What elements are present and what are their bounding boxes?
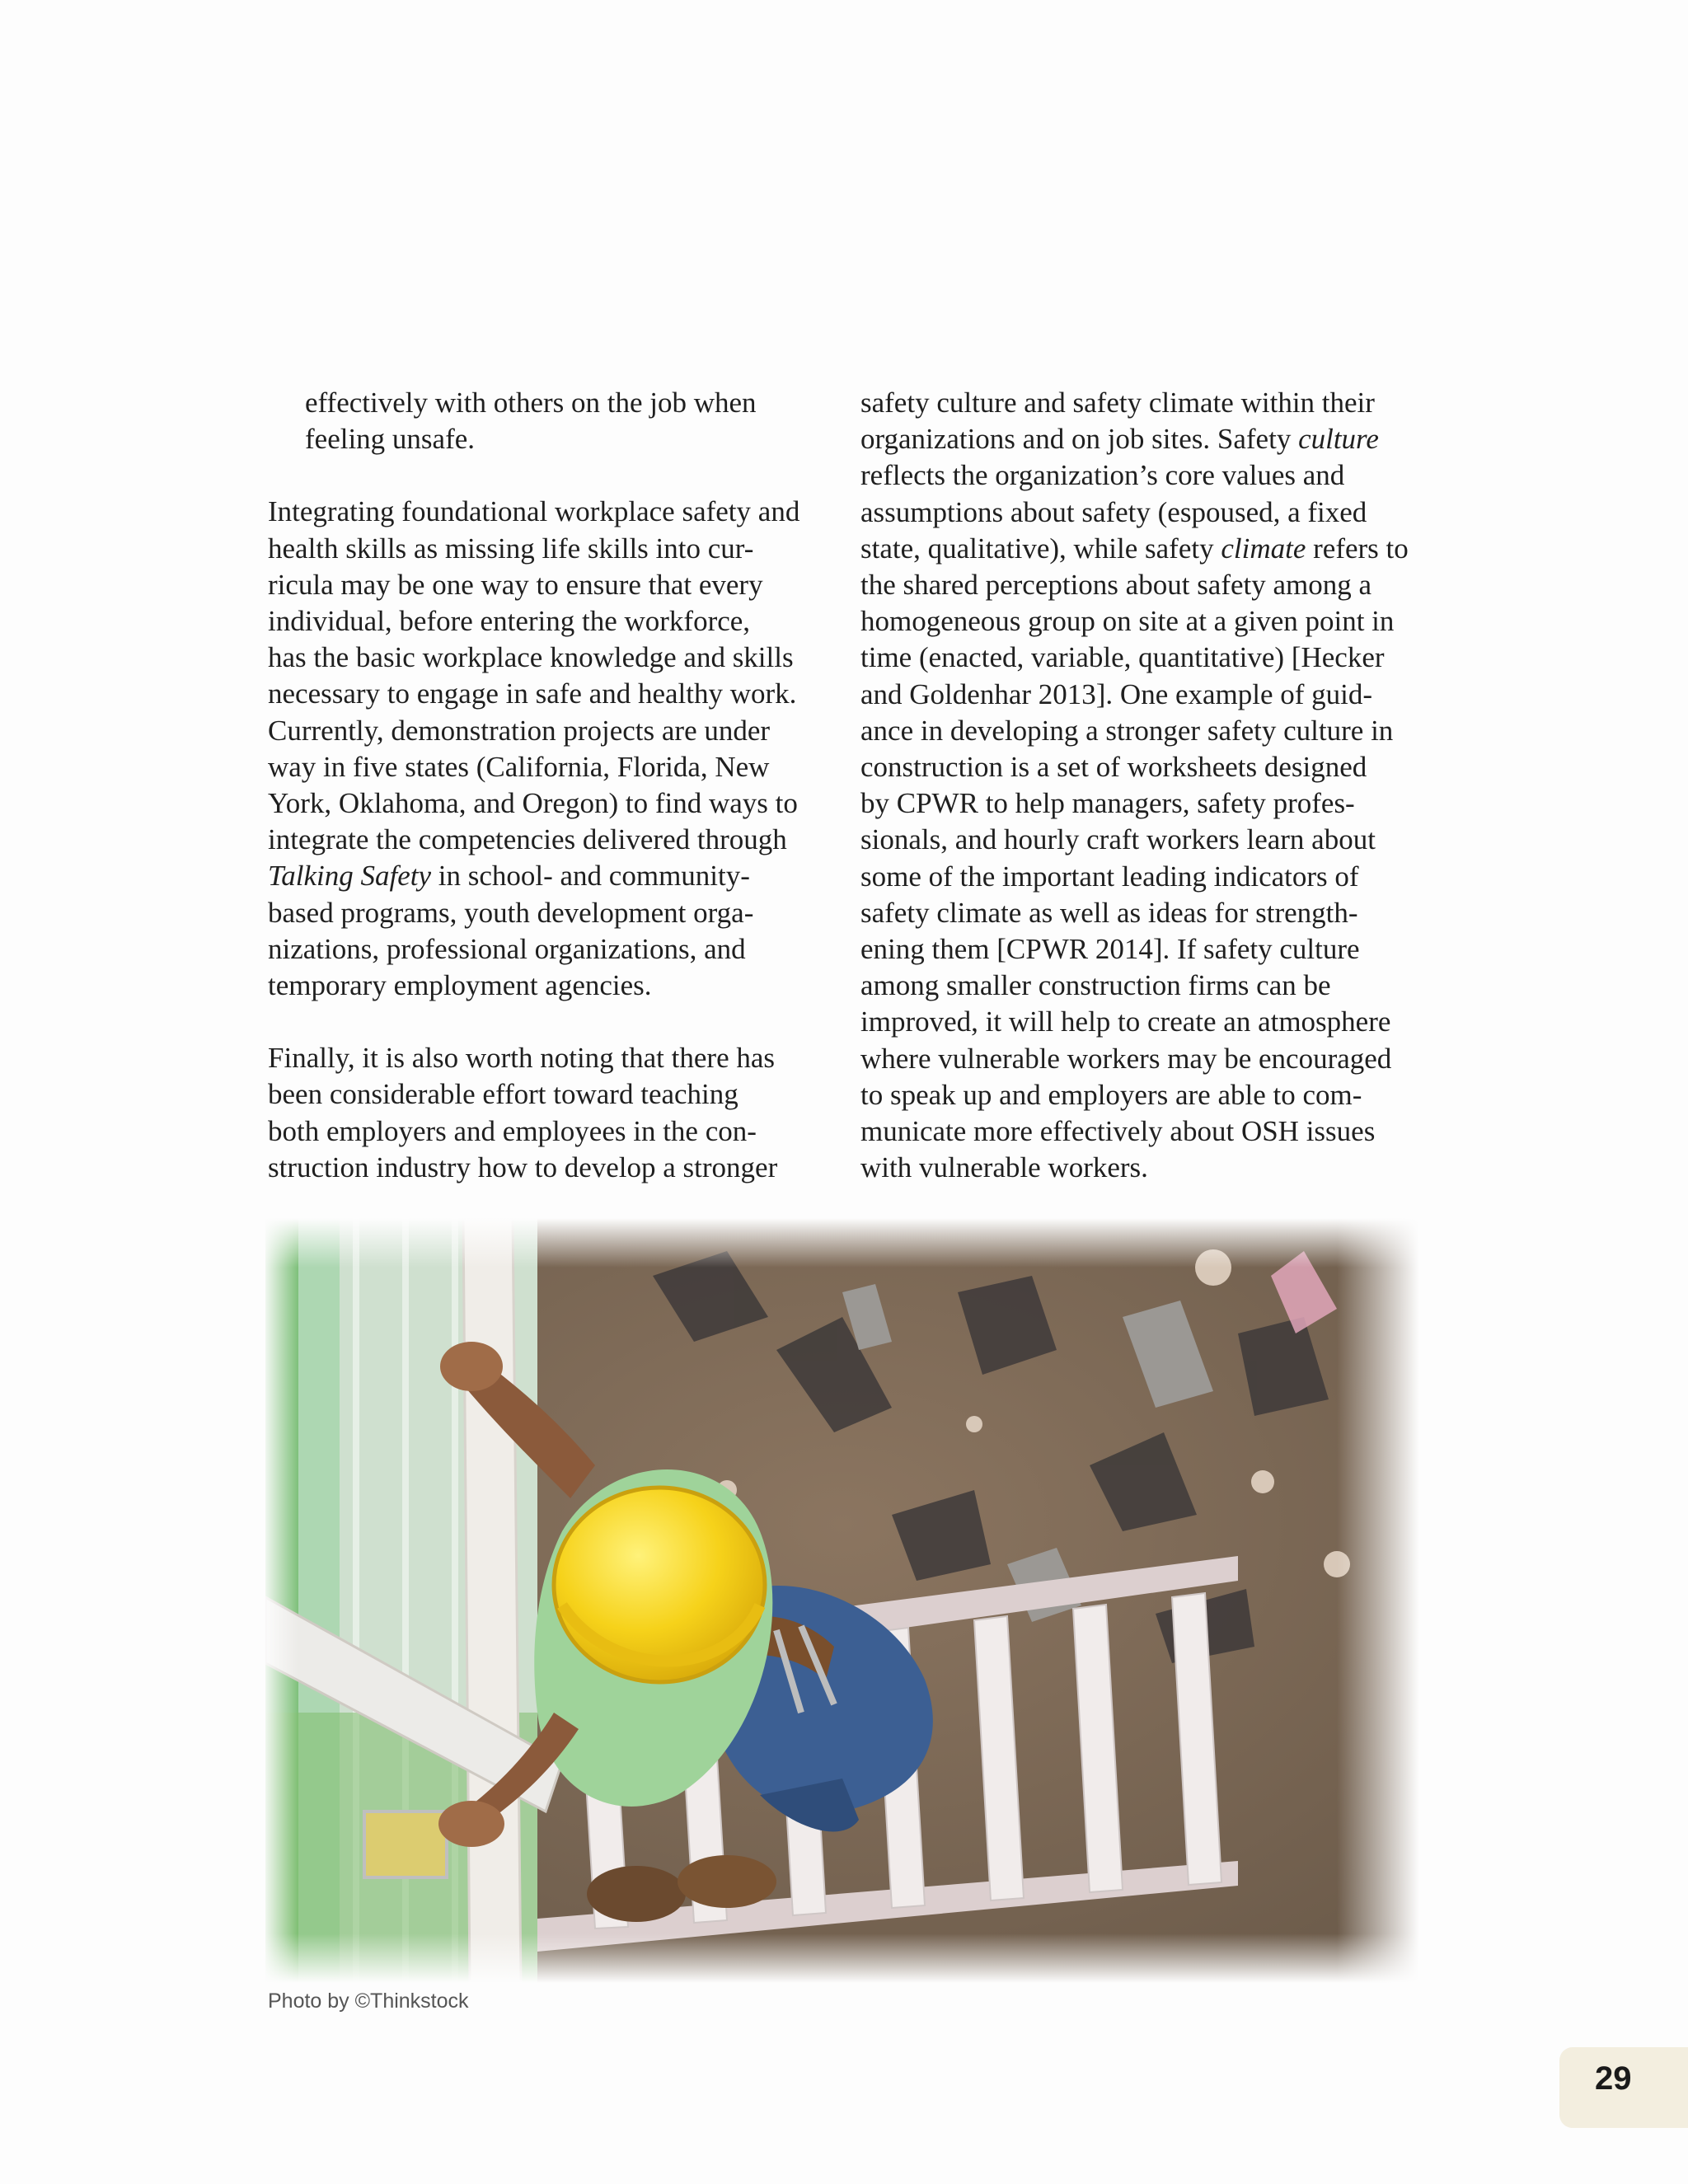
photo-credit: Photo by ©Thinkstock [268,1990,469,2013]
text-line: nizations, professional organizations, and [268,932,746,965]
text-line: to speak up and employers are able to com- [860,1078,1362,1111]
text-line: Currently, demonstration projects are under [268,714,771,747]
text-line: with vulnerable workers. [860,1151,1148,1184]
text-line: ening them [CPWR 2014]. If safety culture [860,933,1360,966]
worker-on-ladder-illustration [265,1218,1419,1983]
text-line: improved, it will help to create an atmosphere [860,1005,1391,1038]
text-fragment: in school- and community- [431,860,750,893]
text-line: based programs, youth development orga- [268,896,754,929]
paragraph-finally [268,1040,837,1186]
text-line: has the basic workplace knowledge and skills [268,641,794,674]
page-number: 29 [1595,2060,1632,2097]
text-line: individual, before entering the workforce, [268,605,751,638]
text-line: feeling unsafe. [305,423,476,456]
text-line: reflects the organization’s core values and [860,459,1345,492]
text-line: way in five states (California, Florida, New [268,750,770,783]
text-line: ricula may be one way to ensure that every [268,568,763,601]
text-line: assumptions about safety (espoused, a fixed [860,495,1367,528]
text-line: where vulnerable workers may be encouraged [860,1042,1392,1075]
text-line: been considerable effort toward teaching [268,1078,738,1111]
text-line [860,421,1437,457]
text-line: both employers and employees in the con- [268,1114,757,1147]
text-fragment: refers to [1306,532,1409,565]
text-line: temporary employment agencies. [268,969,652,1002]
left-text-column [268,385,837,1186]
text-line: struction industry how to develop a stronger [268,1151,778,1183]
paragraph-integrating [268,494,837,1004]
text-line: some of the important leading indicators of [860,860,1359,893]
text-line: necessary to engage in safe and healthy work. [268,677,797,710]
text-line: homogeneous group on site at a given point in [860,605,1395,638]
text-line: safety culture and safety climate within their [860,387,1375,419]
text-fragment: state, qualitative), while safety [860,532,1221,565]
text-line: and Goldenhar 2013]. One example of guid- [860,677,1373,710]
text-line [268,858,837,894]
text-fragment: organizations and on job sites. Safety [860,423,1299,456]
text-line: time (enacted, variable, quantitative) [Hecker [860,641,1385,674]
text-line: municate more effectively about OSH issues [860,1115,1376,1148]
text-line: ance in developing a stronger safety culture in [860,714,1394,747]
text-line: health skills as missing life skills into cur- [268,532,754,565]
text-line: the shared perceptions about safety among a [860,569,1372,602]
text-line: Finally, it is also worth noting that there has [268,1042,776,1075]
text-line: among smaller construction firms can be [860,969,1331,1002]
right-text-column [860,385,1437,1186]
text-line: sionals, and hourly craft workers learn about [860,823,1376,856]
construction-worker-photo [265,1218,1419,1983]
text-line: Integrating foundational workplace safety and [268,495,800,528]
text-line: integrate the competencies delivered through [268,823,787,856]
emphasis-climate: climate [1221,532,1306,565]
text-line: by CPWR to help managers, safety profes- [860,787,1355,820]
text-line: effectively with others on the job when [305,387,757,419]
emphasis-culture: culture [1298,423,1379,456]
talking-safety-title: Talking Safety [268,860,432,893]
text-line [860,531,1437,567]
text-line: York, Oklahoma, and Oregon) to find ways to [268,787,798,820]
text-line: construction is a set of worksheets designed [860,751,1367,784]
text-line: safety climate as well as ideas for strength- [860,896,1358,929]
